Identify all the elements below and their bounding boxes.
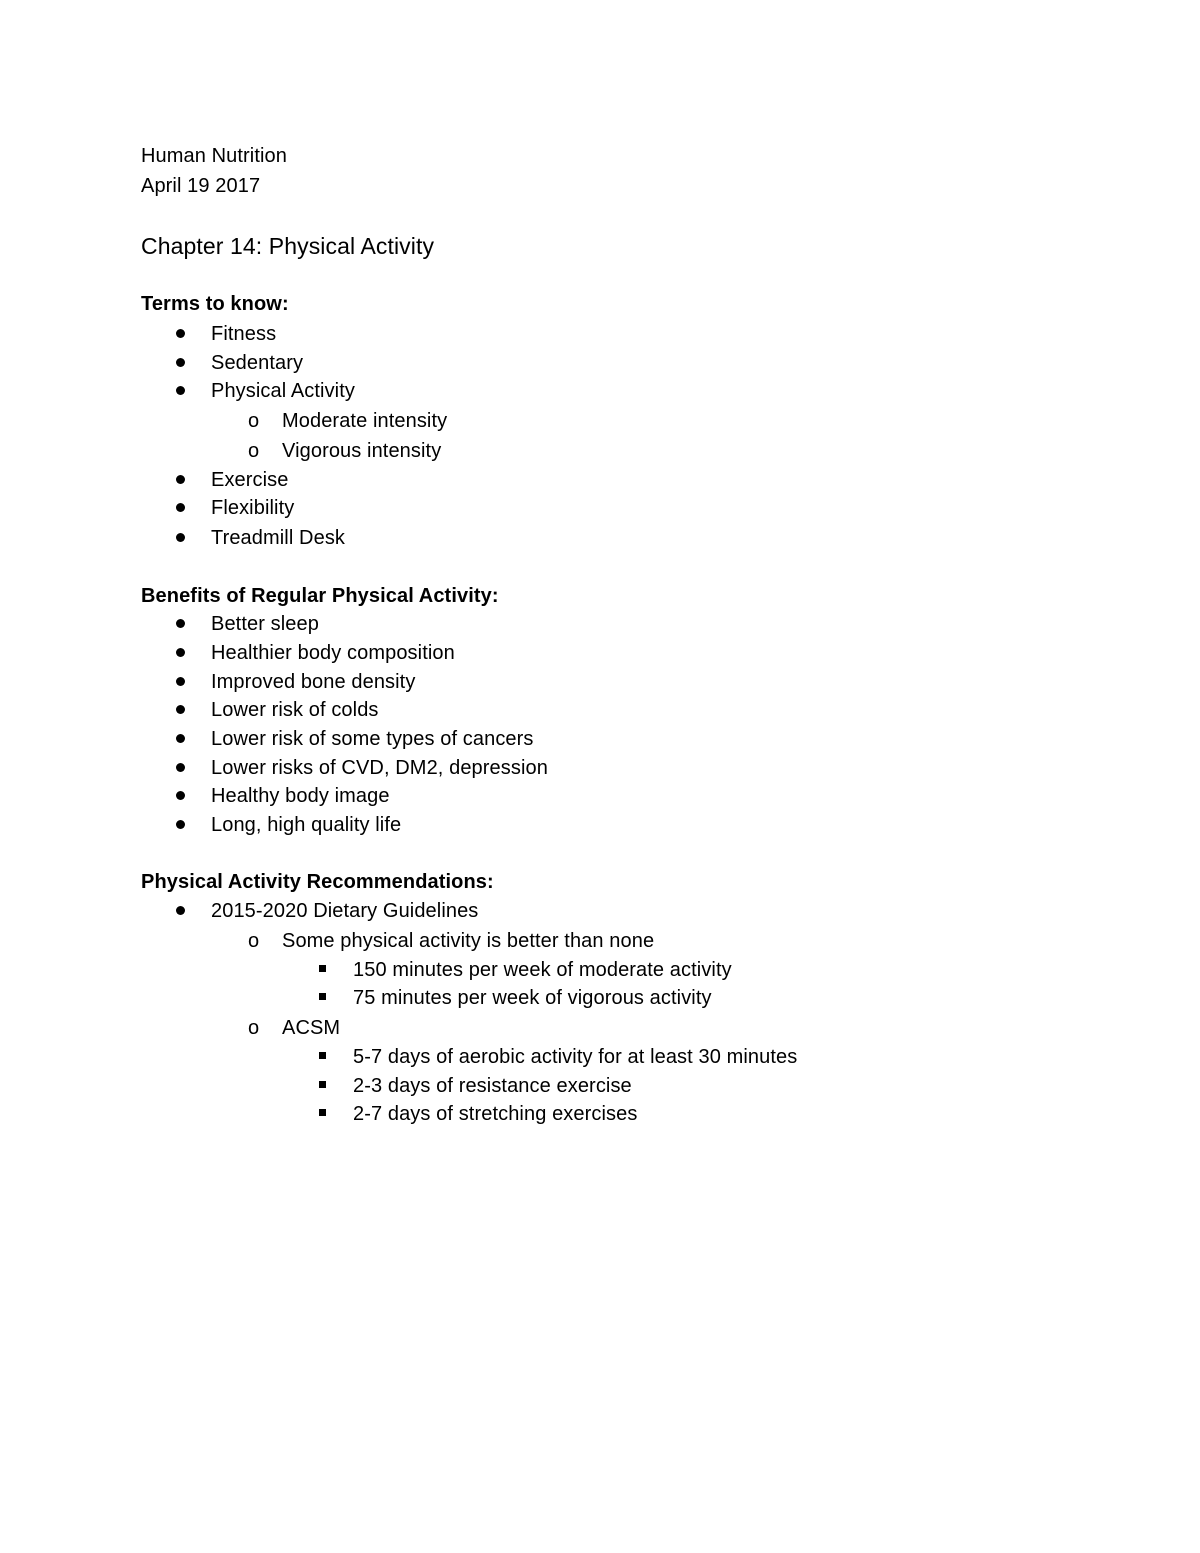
- circle-bullet-icon: o: [248, 410, 260, 432]
- date-line: April 19 2017: [141, 175, 261, 197]
- square-bullet-icon: [319, 993, 326, 1000]
- bullet-icon: [176, 475, 185, 484]
- bullet-icon: [176, 791, 185, 800]
- square-bullet-icon: [319, 1052, 326, 1059]
- list-item: Lower risk of colds: [211, 699, 379, 721]
- sub-sub-list-item: 2-3 days of resistance exercise: [353, 1075, 632, 1097]
- bullet-icon: [176, 386, 185, 395]
- square-bullet-icon: [319, 1109, 326, 1116]
- circle-bullet-icon: o: [248, 440, 260, 462]
- bullet-icon: [176, 763, 185, 772]
- list-item: 2015-2020 Dietary Guidelines: [211, 900, 479, 922]
- list-item: Healthier body composition: [211, 642, 455, 664]
- list-item: Healthy body image: [211, 785, 390, 807]
- bullet-icon: [176, 906, 185, 915]
- bullet-icon: [176, 619, 185, 628]
- bullet-icon: [176, 648, 185, 657]
- bullet-icon: [176, 734, 185, 743]
- list-item: Lower risks of CVD, DM2, depression: [211, 757, 548, 779]
- sub-sub-list-item: 75 minutes per week of vigorous activity: [353, 987, 712, 1009]
- bullet-icon: [176, 503, 185, 512]
- list-item: Fitness: [211, 323, 277, 345]
- list-item: Lower risk of some types of cancers: [211, 728, 534, 750]
- bullet-icon: [176, 533, 185, 542]
- sub-sub-list-item: 150 minutes per week of moderate activity: [353, 959, 732, 981]
- bullet-icon: [176, 677, 185, 686]
- square-bullet-icon: [319, 1081, 326, 1088]
- sub-list-item: Some physical activity is better than none: [282, 930, 655, 952]
- chapter-title: Chapter 14: Physical Activity: [141, 233, 435, 259]
- terms-heading: Terms to know:: [141, 293, 289, 315]
- bullet-icon: [176, 705, 185, 714]
- bullet-icon: [176, 358, 185, 367]
- sub-sub-list-item: 5-7 days of aerobic activity for at least 30 minutes: [353, 1046, 798, 1068]
- list-item: Treadmill Desk: [211, 527, 346, 549]
- sub-list-item: Moderate intensity: [282, 410, 448, 432]
- sub-sub-list-item: 2-7 days of stretching exercises: [353, 1103, 638, 1125]
- course-title: Human Nutrition: [141, 145, 288, 167]
- benefits-heading: Benefits of Regular Physical Activity:: [141, 585, 499, 607]
- square-bullet-icon: [319, 965, 326, 972]
- list-item: Exercise: [211, 469, 289, 491]
- list-item: Better sleep: [211, 613, 319, 635]
- circle-bullet-icon: o: [248, 1017, 260, 1039]
- sub-list-item: ACSM: [282, 1017, 341, 1039]
- list-item: Sedentary: [211, 352, 304, 374]
- circle-bullet-icon: o: [248, 930, 260, 952]
- list-item: Physical Activity: [211, 380, 355, 402]
- bullet-icon: [176, 329, 185, 338]
- list-item: Improved bone density: [211, 671, 416, 693]
- list-item: Long, high quality life: [211, 814, 402, 836]
- list-item: Flexibility: [211, 497, 295, 519]
- bullet-icon: [176, 820, 185, 829]
- recommendations-heading: Physical Activity Recommendations:: [141, 871, 494, 893]
- sub-list-item: Vigorous intensity: [282, 440, 442, 462]
